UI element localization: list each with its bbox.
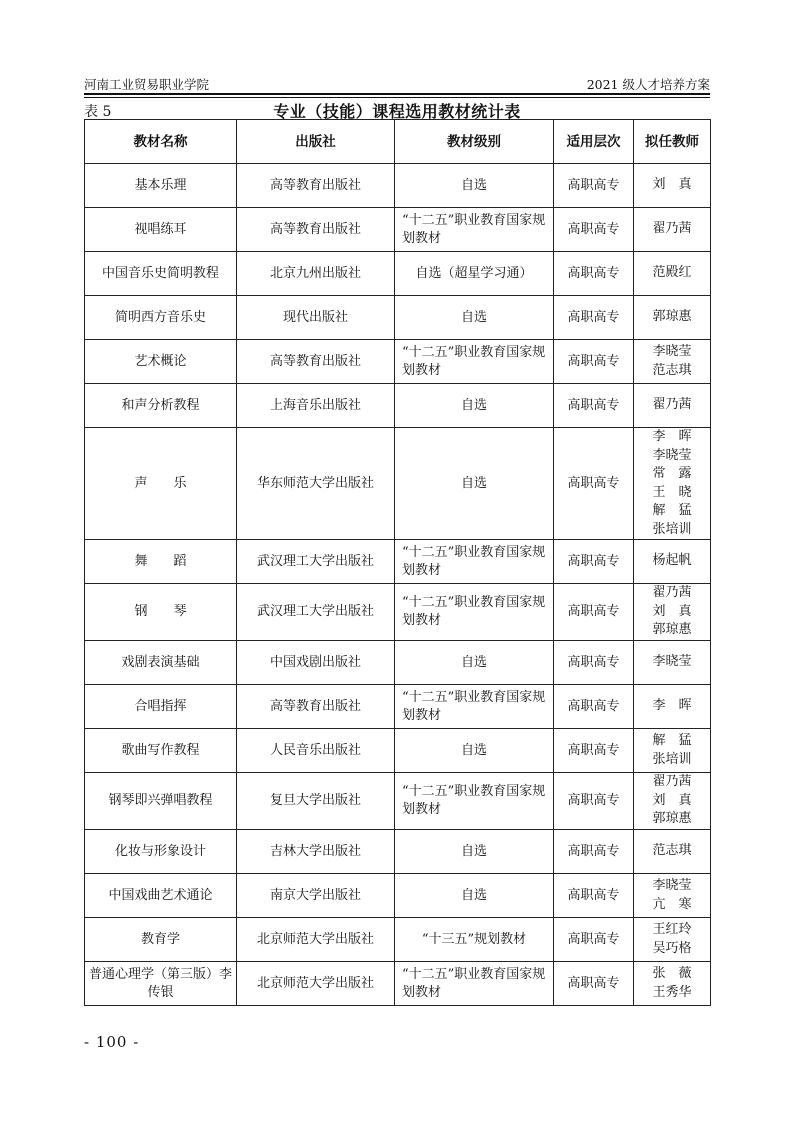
cell-teachers bbox=[634, 641, 711, 685]
cell-tier: 高职高专 bbox=[554, 962, 634, 1006]
cell-teachers bbox=[634, 296, 711, 340]
cell-level: “十二五”职业教育国家规划教材 bbox=[395, 584, 554, 641]
cell-tier: 高职高专 bbox=[554, 918, 634, 962]
col-header-level: 教材级别 bbox=[395, 120, 554, 164]
table-header-row bbox=[85, 120, 711, 164]
cell-textbook-name: 戏剧表演基础 bbox=[85, 641, 237, 685]
cell-textbook-name: 中国音乐史简明教程 bbox=[85, 252, 237, 296]
cell-level: “十二五”职业教育国家规划教材 bbox=[395, 340, 554, 384]
teacher-name: 杨起帆 bbox=[652, 553, 692, 569]
cell-textbook-name: 歌曲写作教程 bbox=[85, 729, 237, 773]
teacher-name: 翟乃茜 bbox=[652, 774, 692, 790]
cell-textbook-name: 普通心理学（第三版）李传银 bbox=[85, 962, 237, 1006]
cell-level: 自选 bbox=[395, 428, 554, 540]
cell-publisher: 北京师范大学出版社 bbox=[237, 962, 395, 1006]
teacher-name: 解 猛 bbox=[652, 733, 692, 748]
cell-teachers bbox=[634, 208, 711, 252]
table-row bbox=[85, 641, 711, 685]
teacher-name: 郭琼惠 bbox=[652, 622, 692, 638]
cell-publisher: 吉林大学出版社 bbox=[237, 830, 395, 874]
cell-tier: 高职高专 bbox=[554, 584, 634, 641]
cell-tier: 高职高专 bbox=[554, 252, 634, 296]
teacher-name: 王 晓 bbox=[652, 484, 692, 500]
col-header-publisher: 出版社 bbox=[237, 120, 395, 164]
cell-textbook-name: 简明西方音乐史 bbox=[85, 296, 237, 340]
teacher-name: 张 薇 bbox=[652, 966, 692, 981]
cell-textbook-name: 化妆与形象设计 bbox=[85, 830, 237, 874]
teacher-name: 翟乃茜 bbox=[652, 221, 692, 237]
teacher-name: 张培训 bbox=[652, 521, 692, 537]
cell-teachers bbox=[634, 962, 711, 1006]
cell-tier: 高职高专 bbox=[554, 296, 634, 340]
cell-publisher: 华东师范大学出版社 bbox=[237, 428, 395, 540]
table-row bbox=[85, 729, 711, 773]
cell-level: 自选（超星学习通） bbox=[395, 252, 554, 296]
teacher-name: 吴巧格 bbox=[652, 940, 692, 956]
teacher-name: 李晓莹 bbox=[652, 654, 692, 670]
table-row bbox=[85, 584, 711, 641]
teacher-name: 刘 真 bbox=[652, 603, 692, 619]
cell-publisher: 高等教育出版社 bbox=[237, 164, 395, 208]
cell-level: “十二五”职业教育国家规划教材 bbox=[395, 685, 554, 729]
table-row bbox=[85, 685, 711, 729]
teacher-name: 王红玲 bbox=[652, 922, 692, 937]
cell-teachers bbox=[634, 874, 711, 918]
cell-tier: 高职高专 bbox=[554, 641, 634, 685]
table-row bbox=[85, 962, 711, 1006]
cell-tier: 高职高专 bbox=[554, 428, 634, 540]
cell-textbook-name: 声 乐 bbox=[85, 428, 237, 540]
cell-tier: 高职高专 bbox=[554, 729, 634, 773]
cell-tier: 高职高专 bbox=[554, 340, 634, 384]
cell-textbook-name: 钢 琴 bbox=[85, 584, 237, 641]
col-header-teachers: 拟任教师 bbox=[634, 120, 711, 164]
cell-publisher: 高等教育出版社 bbox=[237, 340, 395, 384]
cell-teachers bbox=[634, 428, 711, 540]
cell-textbook-name: 钢琴即兴弹唱教程 bbox=[85, 773, 237, 830]
cell-teachers bbox=[634, 584, 711, 641]
cell-teachers bbox=[634, 685, 711, 729]
cell-teachers bbox=[634, 918, 711, 962]
cell-publisher: 南京大学出版社 bbox=[237, 874, 395, 918]
teacher-name: 刘 真 bbox=[652, 792, 692, 808]
teacher-name: 翟乃茜 bbox=[652, 585, 692, 601]
cell-tier: 高职高专 bbox=[554, 685, 634, 729]
table-number: 表 5 bbox=[84, 104, 112, 120]
cell-publisher: 中国戏剧出版社 bbox=[237, 641, 395, 685]
page-header bbox=[84, 73, 710, 93]
teacher-name: 李晓莹 bbox=[652, 878, 692, 893]
teacher-name: 李晓莹 bbox=[652, 344, 692, 359]
cell-tier: 高职高专 bbox=[554, 830, 634, 874]
cell-textbook-name: 基本乐理 bbox=[85, 164, 237, 208]
teacher-name: 郭琼惠 bbox=[652, 811, 692, 827]
cell-teachers bbox=[634, 540, 711, 584]
table-caption bbox=[84, 99, 710, 119]
teacher-name: 李 晖 bbox=[652, 429, 692, 444]
cell-publisher: 北京九州出版社 bbox=[237, 252, 395, 296]
teacher-name: 李晓莹 bbox=[652, 447, 692, 463]
cell-tier: 高职高专 bbox=[554, 384, 634, 428]
cell-level: “十二五”职业教育国家规划教材 bbox=[395, 962, 554, 1006]
teacher-name: 李 晖 bbox=[652, 698, 692, 714]
cell-publisher: 复旦大学出版社 bbox=[237, 773, 395, 830]
cell-level: 自选 bbox=[395, 384, 554, 428]
cell-tier: 高职高专 bbox=[554, 208, 634, 252]
teacher-name: 亢 寒 bbox=[652, 896, 692, 912]
cell-publisher: 高等教育出版社 bbox=[237, 208, 395, 252]
textbook-table bbox=[84, 119, 711, 1006]
cell-level: 自选 bbox=[395, 164, 554, 208]
table-row bbox=[85, 540, 711, 584]
cell-publisher: 高等教育出版社 bbox=[237, 685, 395, 729]
header-rule bbox=[84, 93, 710, 95]
table-row bbox=[85, 428, 711, 540]
table-row bbox=[85, 773, 711, 830]
plan-title: 2021 级人才培养方案 bbox=[586, 77, 710, 92]
cell-level: “十二五”职业教育国家规划教材 bbox=[395, 773, 554, 830]
col-header-tier: 适用层次 bbox=[554, 120, 634, 164]
cell-textbook-name: 视唱练耳 bbox=[85, 208, 237, 252]
table-row bbox=[85, 252, 711, 296]
cell-textbook-name: 教育学 bbox=[85, 918, 237, 962]
teacher-name: 常 露 bbox=[652, 466, 692, 481]
cell-level: 自选 bbox=[395, 830, 554, 874]
cell-level: “十二五”职业教育国家规划教材 bbox=[395, 540, 554, 584]
teacher-name: 郭琼惠 bbox=[652, 309, 692, 325]
cell-tier: 高职高专 bbox=[554, 164, 634, 208]
table-row bbox=[85, 208, 711, 252]
teacher-name: 翟乃茜 bbox=[652, 397, 692, 413]
table-row bbox=[85, 874, 711, 918]
teacher-name: 范殿红 bbox=[652, 265, 692, 281]
cell-publisher: 武汉理工大学出版社 bbox=[237, 584, 395, 641]
page-number: - 100 - bbox=[84, 1033, 140, 1051]
cell-textbook-name: 合唱指挥 bbox=[85, 685, 237, 729]
teacher-name: 刘 真 bbox=[652, 177, 692, 193]
school-name: 河南工业贸易职业学院 bbox=[84, 77, 210, 92]
cell-textbook-name: 和声分析教程 bbox=[85, 384, 237, 428]
col-header-name: 教材名称 bbox=[85, 120, 237, 164]
teacher-name: 解 猛 bbox=[652, 503, 692, 518]
table-row bbox=[85, 164, 711, 208]
cell-level: 自选 bbox=[395, 641, 554, 685]
cell-level: “十三五”规划教材 bbox=[395, 918, 554, 962]
cell-publisher: 北京师范大学出版社 bbox=[237, 918, 395, 962]
cell-teachers bbox=[634, 384, 711, 428]
table-row bbox=[85, 384, 711, 428]
cell-teachers bbox=[634, 340, 711, 384]
cell-tier: 高职高专 bbox=[554, 540, 634, 584]
cell-textbook-name: 艺术概论 bbox=[85, 340, 237, 384]
cell-level: 自选 bbox=[395, 296, 554, 340]
cell-teachers bbox=[634, 729, 711, 773]
cell-publisher: 武汉理工大学出版社 bbox=[237, 540, 395, 584]
teacher-name: 王秀华 bbox=[652, 984, 692, 1000]
cell-teachers bbox=[634, 164, 711, 208]
cell-level: 自选 bbox=[395, 729, 554, 773]
table-row bbox=[85, 340, 711, 384]
cell-publisher: 上海音乐出版社 bbox=[237, 384, 395, 428]
cell-publisher: 人民音乐出版社 bbox=[237, 729, 395, 773]
header-rule-thin bbox=[84, 97, 710, 98]
cell-textbook-name: 舞 蹈 bbox=[85, 540, 237, 584]
cell-tier: 高职高专 bbox=[554, 773, 634, 830]
teacher-name: 张培训 bbox=[652, 751, 692, 767]
table-row bbox=[85, 830, 711, 874]
cell-teachers bbox=[634, 830, 711, 874]
cell-level: 自选 bbox=[395, 874, 554, 918]
table-row bbox=[85, 918, 711, 962]
table-title: 专业（技能）课程选用教材统计表 bbox=[273, 102, 521, 121]
cell-tier: 高职高专 bbox=[554, 874, 634, 918]
cell-teachers bbox=[634, 252, 711, 296]
cell-publisher: 现代出版社 bbox=[237, 296, 395, 340]
teacher-name: 范志琪 bbox=[652, 362, 692, 378]
cell-level: “十二五”职业教育国家规划教材 bbox=[395, 208, 554, 252]
cell-textbook-name: 中国戏曲艺术通论 bbox=[85, 874, 237, 918]
teacher-name: 范志琪 bbox=[652, 843, 692, 859]
table-row bbox=[85, 296, 711, 340]
cell-teachers bbox=[634, 773, 711, 830]
